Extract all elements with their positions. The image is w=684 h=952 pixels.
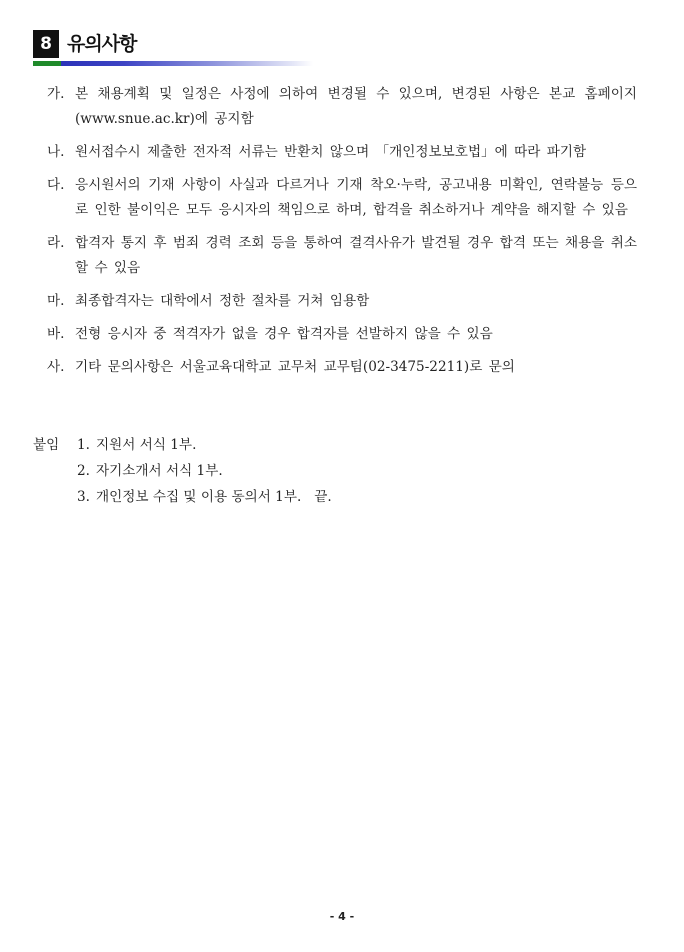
section-underline: [33, 61, 313, 66]
note-text: 합격자 통지 후 범죄 경력 조회 등을 통하여 결격사유가 발견될 경우 합격 또는 채용을 취소할 수 있음: [75, 235, 637, 276]
section-header: [33, 30, 323, 70]
note-text: 본 채용계획 및 일정은 사정에 의하여 변경될 수 있으며, 변경된 사항은 본교 홈페이지(www.snue.ac.kr)에 공지함: [75, 86, 637, 127]
attachment-item: [77, 432, 332, 458]
attachment-text: 지원서 서식 1부.: [95, 437, 197, 453]
note-item: [47, 140, 637, 165]
note-text: 최종합격자는 대학에서 정한 절차를 거쳐 임용함: [75, 293, 370, 309]
note-marker: 바.: [47, 326, 65, 342]
note-marker: 나.: [47, 144, 65, 160]
note-item: [47, 322, 637, 347]
note-text: 응시원서의 기재 사항이 사실과 다르거나 기재 착오·누락, 공고내용 미확인, 연락불능 등으로 인한 불이익은 모두 응시자의 책임으로 하며, 합격을 취소하거나 계약을 해지할 수 있음: [75, 177, 637, 218]
attachment-item: [77, 458, 332, 484]
note-marker: 마.: [47, 293, 65, 309]
section-number-badge: 8: [33, 30, 59, 58]
page-number: - 4 -: [329, 910, 355, 923]
attachment-text: 개인정보 수집 및 이용 동의서 1부. 끝.: [95, 489, 332, 505]
attachment-item: [77, 484, 332, 510]
note-marker: 사.: [47, 359, 65, 375]
note-item: [47, 82, 637, 132]
note-item: [47, 173, 637, 223]
note-text: 기타 문의사항은 서울교육대학교 교무처 교무팀(02-3475-2211)로 문의: [75, 359, 515, 375]
note-text: 전형 응시자 중 적격자가 없을 경우 합격자를 선발하지 않을 수 있음: [75, 326, 493, 342]
note-marker: 가.: [47, 86, 65, 102]
note-text: 원서접수시 제출한 전자적 서류는 반환치 않으며 「개인정보보호법」에 따라 파기함: [75, 144, 587, 160]
attachments-list: [77, 432, 332, 510]
attachment-text: 자기소개서 서식 1부.: [95, 463, 223, 479]
attachment-number: 2.: [77, 463, 90, 479]
attachment-number: 3.: [77, 489, 90, 505]
section-title: 유의사항: [67, 33, 137, 55]
note-item: [47, 289, 637, 314]
attachment-number: 1.: [77, 437, 90, 453]
notes-list: [47, 82, 637, 388]
note-item: [47, 355, 637, 380]
note-item: [47, 231, 637, 281]
note-marker: 라.: [47, 235, 65, 251]
attachments-label: 붙임: [33, 437, 60, 453]
note-marker: 다.: [47, 177, 65, 193]
